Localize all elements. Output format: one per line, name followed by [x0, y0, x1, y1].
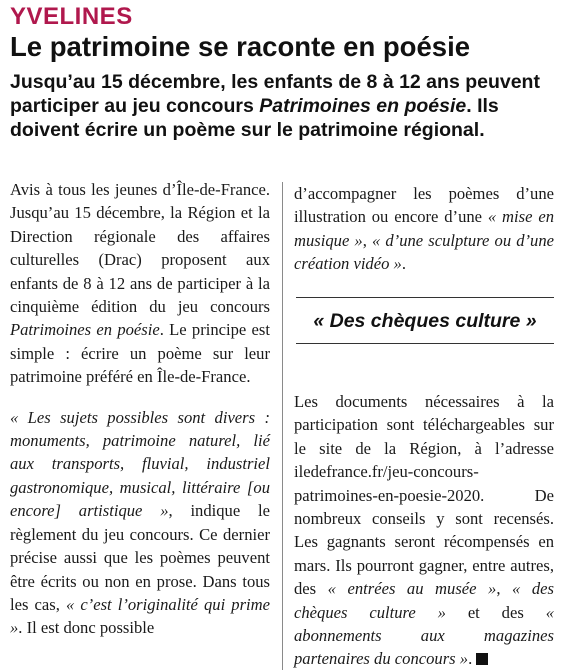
text-run: et des — [445, 602, 546, 622]
text-run: , — [362, 230, 372, 250]
standfirst — [10, 70, 555, 142]
intertitle: « Des chèques culture » — [296, 297, 554, 344]
text-run: d’accompagner les poèmes d’une illustration ou encore d’une — [294, 184, 554, 227]
text-run: . Le principe est simple : écrire un poème sur leur patrimoine préféré en Île-de-France. — [10, 320, 270, 387]
text-run: , — [496, 579, 513, 599]
contest-title: Patrimoines en poésie — [10, 320, 160, 340]
quote-museum: « entrées au musée » — [327, 579, 497, 599]
text-run: Avis à tous les jeunes d’Île-de-France. Jusqu’au 15 décembre, la Région et la Direction régionale des affaires culturelles (Drac) proposent aux enfants de 8 à 12 ans de participer à la cinquième édition du jeu concours — [10, 180, 270, 317]
article-column-2-continued — [294, 390, 554, 671]
text-run: . — [401, 254, 406, 274]
article-column-2 — [294, 182, 554, 276]
text-run: , indique le règlement du jeu concours. Ce dernier précise aussi que les poèmes peuvent être écrits ou non en prose. Dans tous les cas, — [10, 501, 270, 614]
article-column-1 — [10, 178, 270, 640]
end-of-article-square-icon — [476, 653, 488, 665]
column-divider — [282, 182, 283, 670]
text-run: Les documents nécessaires à la participation sont téléchargeables sur le site de la Région, à l’adresse iledefrance.fr/jeu-concours-patrimoines-en-poesie-2020. De nombreux conseils y sont recensés. Les gagnants seront récompensés en mars. Ils pourront gagner, entre autres, des — [294, 392, 554, 599]
quote-sculpture: « d’une sculpture ou d’une création vidéo » — [294, 230, 554, 274]
section-kicker: YVELINES — [10, 3, 133, 30]
quote-music: « mise en musique » — [294, 207, 554, 250]
standfirst-title-italic: Patrimoines en poésie — [259, 95, 467, 117]
quote-vouchers: « des chèques culture » — [294, 579, 554, 622]
paragraph-rules — [10, 406, 270, 640]
quote-subscriptions: « abonnements aux magazines partenaires du concours » — [294, 602, 554, 669]
quote-originality: « c’est l’originalité qui prime » — [10, 594, 270, 638]
headline: Le patrimoine se raconte en poésie — [10, 31, 471, 62]
paragraph-formats — [294, 182, 554, 276]
text-run: . Il est donc possible — [18, 618, 155, 638]
standfirst-text-end: . Ils doivent écrire un poème sur le patrimoine régional. — [10, 95, 499, 141]
standfirst-text: Jusqu’au 15 décembre, les enfants de 8 à 12 ans peuvent participer au jeu concours — [10, 71, 540, 117]
paragraph-prizes — [294, 390, 554, 671]
quote-rules: « Les sujets possibles sont divers : monuments, patrimoine naturel, lié aux transports, fluvial, industriel gastronomique, musical, littéraire [ou encore] artistique » — [10, 407, 270, 521]
paragraph-intro — [10, 178, 270, 389]
text-run: . — [468, 649, 473, 669]
